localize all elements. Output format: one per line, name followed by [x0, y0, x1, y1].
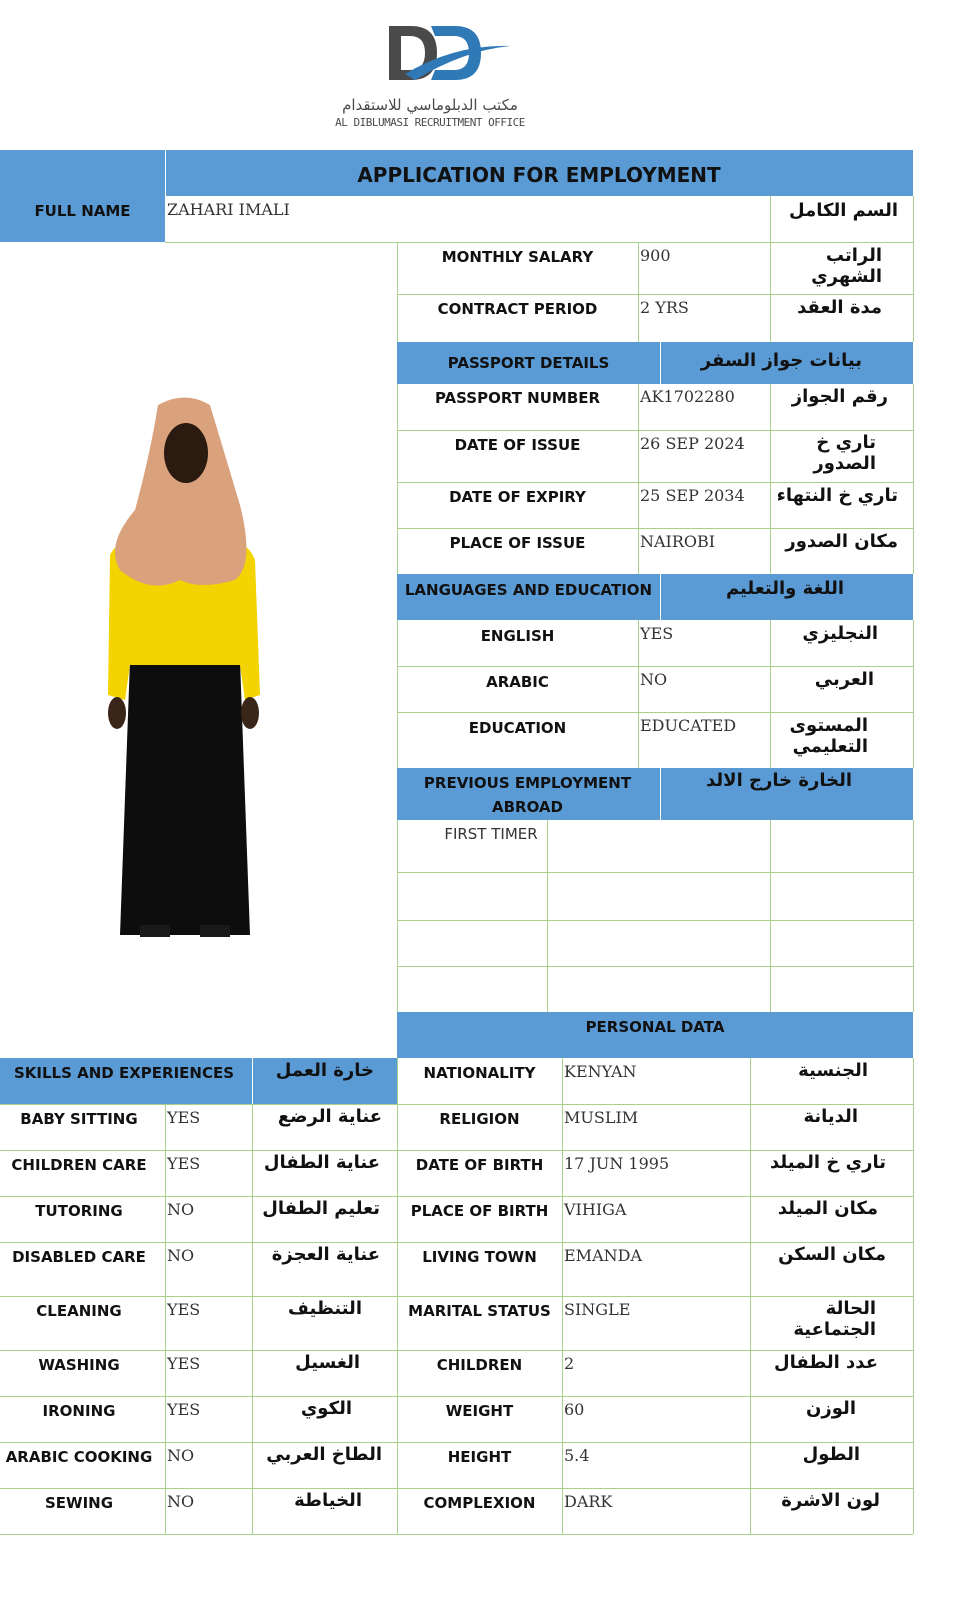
nationality-label: NATIONALITY	[423, 1064, 536, 1082]
monthly-salary-label-ar: الراتب الشهري	[811, 245, 882, 287]
ironing-label-ar: الكوي	[300, 1398, 352, 1419]
place-of-issue-value: NAIROBI	[640, 532, 716, 551]
baby-sitting-label: BABY SITTING	[20, 1110, 138, 1128]
passport-number-value: AK1702280	[640, 387, 735, 406]
place-of-issue-label-ar: مكان الصدور	[785, 531, 898, 552]
children-value: 2	[564, 1354, 575, 1373]
education-label: EDUCATION	[468, 719, 567, 737]
passport-header-label-ar: بيانات جواز السفر	[700, 350, 862, 371]
living-town-value: EMANDA	[564, 1246, 642, 1265]
contract-period-value: 2 YRS	[640, 298, 689, 317]
complexion-label: COMPLEXION	[423, 1494, 536, 1512]
company-logo	[385, 22, 515, 84]
education-label-ar: المستوى التعليمي	[789, 715, 868, 757]
languages-header-label-ar: اللغة والتعليم	[725, 578, 844, 599]
arabic-cooking-value: NO	[167, 1446, 195, 1465]
english-label: ENGLISH	[480, 627, 555, 645]
complexion-label-ar: لون الاشرة	[781, 1490, 880, 1511]
place-of-issue-label: PLACE OF ISSUE	[449, 534, 586, 552]
nationality-label-ar: الجنسية	[798, 1060, 868, 1081]
washing-label: WASHING	[38, 1356, 120, 1374]
date-of-expiry-value: 25 SEP 2034	[640, 486, 745, 505]
washing-value: YES	[167, 1354, 201, 1373]
cleaning-label-ar: التنظيف	[288, 1298, 362, 1319]
washing-label-ar: الغسيل	[295, 1352, 360, 1373]
place-of-birth-value: VIHIGA	[564, 1200, 627, 1219]
religion-value: MUSLIM	[564, 1108, 639, 1127]
disabled-care-label: DISABLED CARE	[12, 1248, 146, 1266]
weight-value: 60	[564, 1400, 585, 1419]
sewing-label: SEWING	[44, 1494, 114, 1512]
height-value: 5.4	[564, 1446, 590, 1465]
arabic-label-ar: العربي	[814, 669, 874, 690]
page-title: APPLICATION FOR EMPLOYMENT	[357, 163, 721, 187]
children-label: CHILDREN	[436, 1356, 523, 1374]
arabic-label: ARABIC	[486, 673, 549, 691]
weight-label: WEIGHT	[445, 1402, 514, 1420]
children-care-value: YES	[167, 1154, 201, 1173]
baby-sitting-value: YES	[167, 1108, 201, 1127]
tutoring-value: NO	[167, 1200, 195, 1219]
previous-employment-header-label-ar: الخارة خارج الالد	[706, 770, 852, 791]
disabled-care-label-ar: عناية العجزة	[271, 1244, 380, 1265]
height-label-ar: الطول	[802, 1444, 860, 1465]
marital-status-label: MARITAL STATUS	[408, 1302, 551, 1320]
marital-status-value: SINGLE	[564, 1300, 631, 1319]
tutoring-label: TUTORING	[35, 1202, 123, 1220]
date-of-birth-value: 17 JUN 1995	[564, 1154, 670, 1173]
passport-number-label-ar: رقم الجواز	[791, 386, 888, 407]
date-of-birth-label: DATE OF BIRTH	[415, 1156, 544, 1174]
arabic-cooking-label-ar: الطاخ العربي	[266, 1444, 382, 1465]
skills-header-label: SKILLS AND EXPERIENCES	[13, 1064, 235, 1082]
contract-period-label: CONTRACT PERIOD	[437, 300, 598, 318]
date-of-expiry-label: DATE OF EXPIRY	[449, 488, 586, 506]
contract-period-label-ar: مدة العقد	[797, 297, 882, 318]
date-of-birth-label-ar: تاري خ الميلد	[770, 1152, 886, 1173]
marital-status-label-ar: الحالة الجتماعية	[793, 1298, 876, 1340]
arabic-value: NO	[640, 670, 668, 689]
arabic-cooking-label: ARABIC COOKING	[5, 1448, 153, 1466]
brand-name-arabic: مكتب الدبلوماسي للاستقدام	[342, 96, 518, 114]
applicant-photo	[100, 395, 265, 940]
living-town-label-ar: مكان السكن	[778, 1244, 886, 1265]
monthly-salary-value: 900	[640, 246, 671, 265]
passport-header-label: PASSPORT DETAILS	[447, 354, 610, 372]
sewing-value: NO	[167, 1492, 195, 1511]
religion-label-ar: الديانة	[803, 1106, 858, 1127]
full-name-label: FULL NAME	[34, 202, 131, 220]
disabled-care-value: NO	[167, 1246, 195, 1265]
tutoring-label-ar: تعليم الطفال	[262, 1198, 380, 1219]
children-care-label-ar: عناية الطفال	[263, 1152, 380, 1173]
passport-number-label: PASSPORT NUMBER	[434, 389, 601, 407]
date-of-issue-value: 26 SEP 2024	[640, 434, 745, 453]
skills-header-label-ar: خارة العمل	[275, 1060, 374, 1081]
ironing-label: IRONING	[42, 1402, 116, 1420]
place-of-birth-label-ar: مكان الميلد	[777, 1198, 878, 1219]
living-town-label: LIVING TOWN	[422, 1248, 537, 1266]
weight-label-ar: الوزن	[806, 1398, 856, 1419]
place-of-birth-label: PLACE OF BIRTH	[410, 1202, 549, 1220]
english-label-ar: النجليزي	[802, 623, 878, 644]
education-value: EDUCATED	[640, 716, 737, 735]
date-of-issue-label-ar: تاري خ الصدور	[813, 432, 876, 474]
nationality-value: KENYAN	[564, 1062, 637, 1081]
height-label: HEIGHT	[447, 1448, 512, 1466]
ironing-value: YES	[167, 1400, 201, 1419]
personal-data-header-label: PERSONAL DATA	[585, 1018, 725, 1036]
date-of-expiry-label-ar: تاري خ النتهاء	[776, 485, 898, 506]
complexion-value: DARK	[564, 1492, 613, 1511]
languages-header-label: LANGUAGES AND EDUCATION	[404, 581, 653, 599]
baby-sitting-label-ar: عناية الرضع	[277, 1106, 382, 1127]
full-name-label-ar: السم الكامل	[789, 200, 898, 221]
religion-label: RELIGION	[439, 1110, 520, 1128]
brand-name-english: AL DIBLUMASI RECRUITMENT OFFICE	[335, 116, 525, 129]
cleaning-label: CLEANING	[36, 1302, 122, 1320]
children-label-ar: عدد الطفال	[774, 1352, 878, 1373]
english-value: YES	[640, 624, 674, 643]
full-name-value: ZAHARI IMALI	[167, 200, 290, 219]
monthly-salary-label: MONTHLY SALARY	[441, 248, 594, 266]
first-timer-text: FIRST TIMER	[444, 825, 538, 843]
logo-mark-icon	[385, 22, 515, 84]
previous-employment-header-label: PREVIOUS EMPLOYMENT ABROAD	[423, 774, 632, 816]
cleaning-value: YES	[167, 1300, 201, 1319]
sewing-label-ar: الخياطة	[294, 1490, 362, 1511]
children-care-label: CHILDREN CARE	[11, 1156, 147, 1174]
date-of-issue-label: DATE OF ISSUE	[454, 436, 581, 454]
